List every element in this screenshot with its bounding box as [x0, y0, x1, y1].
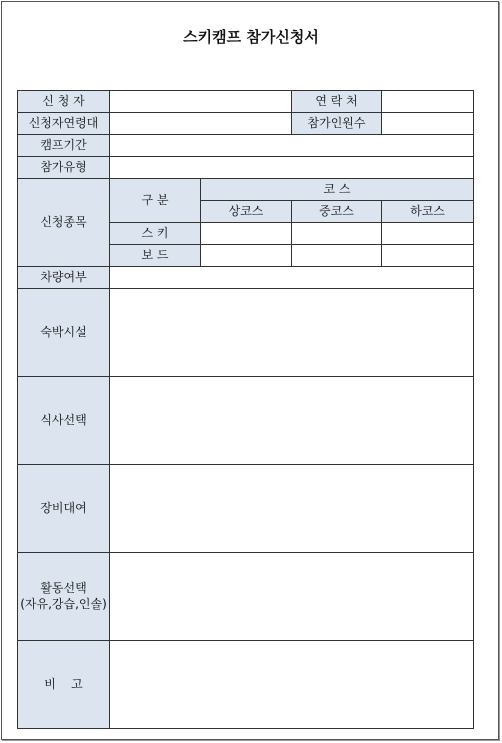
- lodging-row: [18, 289, 474, 377]
- board-middle-field[interactable]: [292, 245, 382, 267]
- activity-label-line2: (자유,강습,인솔): [20, 597, 107, 611]
- contact-label: 연 락 처: [292, 91, 382, 113]
- equipment-field[interactable]: [110, 465, 474, 553]
- remarks-row: [18, 641, 474, 729]
- form-title: 스키캠프 참가신청서: [183, 28, 319, 46]
- remarks-label: 비 고: [18, 641, 110, 729]
- age-group-field[interactable]: [110, 113, 292, 135]
- ski-middle-field[interactable]: [292, 223, 382, 245]
- course-middle-label: 중코스: [292, 201, 382, 223]
- board-upper-field[interactable]: [201, 245, 292, 267]
- participants-label: 참가인원수: [292, 113, 382, 135]
- activity-field[interactable]: [110, 553, 474, 641]
- contact-field[interactable]: [382, 91, 474, 113]
- application-form-page: [1, 1, 499, 740]
- activity-label: [18, 553, 110, 641]
- applicant-row: [18, 91, 474, 113]
- course-upper-label: 상코스: [201, 201, 292, 223]
- ski-lower-field[interactable]: [382, 223, 474, 245]
- course-header: 코 스: [201, 179, 474, 201]
- board-label: 보 드: [110, 245, 201, 267]
- vehicle-label: 차량여부: [18, 267, 110, 289]
- participation-type-row: [18, 157, 474, 179]
- lodging-field[interactable]: [110, 289, 474, 377]
- lodging-label: 숙박시설: [18, 289, 110, 377]
- activity-row: [18, 553, 474, 641]
- meal-row: [18, 377, 474, 465]
- age-group-row: [18, 113, 474, 135]
- age-group-label: 신청자연령대: [18, 113, 110, 135]
- vehicle-row: [18, 267, 474, 289]
- participation-type-field[interactable]: [110, 157, 474, 179]
- event-header-row: [18, 179, 474, 201]
- remarks-field[interactable]: [110, 641, 474, 729]
- application-form-table: [17, 90, 474, 729]
- applicant-field[interactable]: [110, 91, 292, 113]
- camp-period-row: [18, 135, 474, 157]
- camp-period-field[interactable]: [110, 135, 474, 157]
- division-header: 구 분: [110, 179, 201, 223]
- participants-field[interactable]: [382, 113, 474, 135]
- equipment-label: 장비대여: [18, 465, 110, 553]
- equipment-row: [18, 465, 474, 553]
- meal-label: 식사선택: [18, 377, 110, 465]
- activity-label-line1: 활동선택: [40, 580, 87, 595]
- course-lower-label: 하코스: [382, 201, 474, 223]
- meal-field[interactable]: [110, 377, 474, 465]
- ski-upper-field[interactable]: [201, 223, 292, 245]
- board-lower-field[interactable]: [382, 245, 474, 267]
- applicant-label: 신 청 자: [18, 91, 110, 113]
- camp-period-label: 캠프기간: [18, 135, 110, 157]
- event-label: 신청종목: [18, 179, 110, 267]
- participation-type-label: 참가유형: [18, 157, 110, 179]
- vehicle-field[interactable]: [110, 267, 474, 289]
- ski-label: 스 키: [110, 223, 201, 245]
